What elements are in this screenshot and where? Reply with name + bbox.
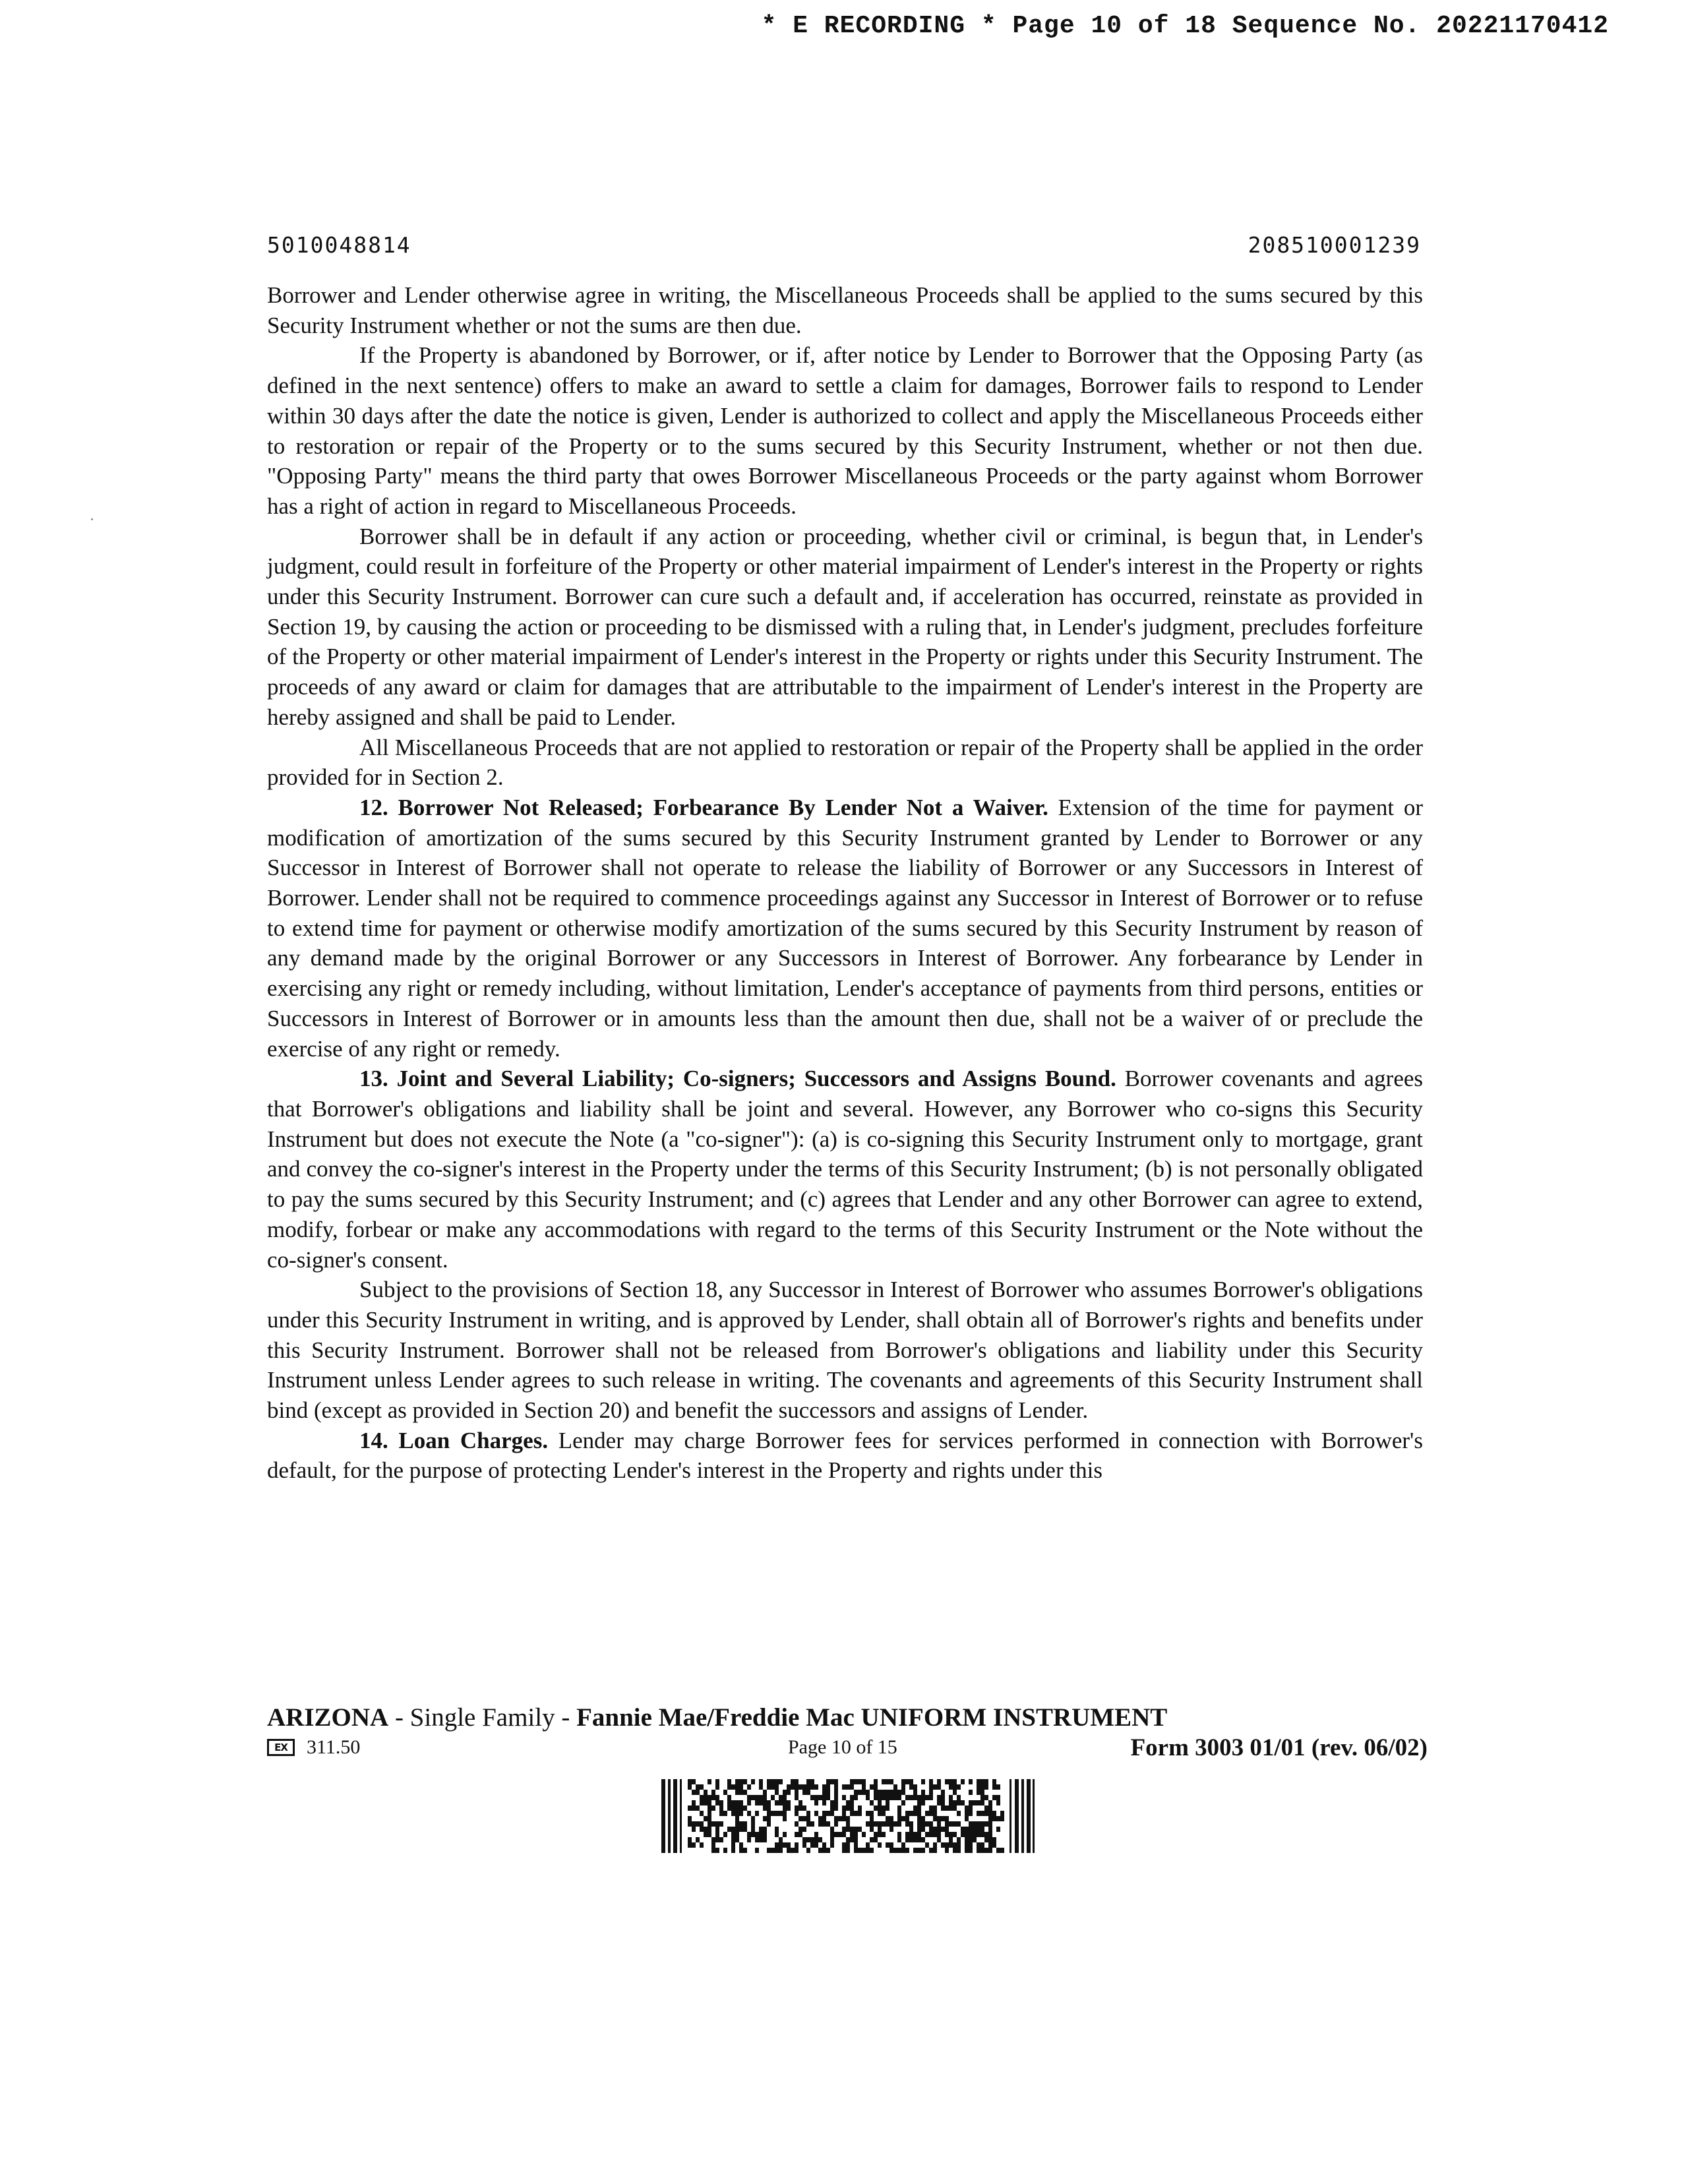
loan-number-left: 5010048814 xyxy=(267,232,411,258)
ellie-mae-icon: EX xyxy=(267,1739,295,1756)
barcode-image xyxy=(661,1779,1035,1853)
section-heading: 12. Borrower Not Released; Forbearance By Lender Not a Waiver. xyxy=(359,794,1048,820)
form-number: Form 3003 01/01 (rev. 06/02) xyxy=(1130,1734,1428,1761)
section-heading: 14. Loan Charges. xyxy=(359,1427,549,1453)
footer-separator: - Single Family - xyxy=(388,1703,577,1732)
section-text: Lender may charge Borrower fees for services performed in connection with Borrower's default, for the purpose of protecting Lender's interest in the Property and rights under this xyxy=(267,1427,1423,1484)
section-13 xyxy=(267,1064,1423,1275)
document-body xyxy=(267,280,1423,1486)
footer-title xyxy=(267,1703,1428,1732)
section-heading: 13. Joint and Several Liability; Co-signers; Successors and Assigns Bound. xyxy=(359,1066,1116,1092)
paragraph: Borrower shall be in default if any action or proceeding, whether civil or criminal, is begun that, in Lender's judgment, could result in forfeiture of the Property or other material impairment of Lender's interest in the Property or rights under this Security Instrument. Borrower can cure such a default and, if acceleration has occurred, reinstate as provided in Section 19, by causing the action or proceeding to be dismissed with a ruling that, in Lender's judgment, precludes forfeiture of the Property or other material impairment of Lender's interest in the Property or rights under this Security Instrument. The proceeds of any award or claim for damages that are attributable to the impairment of Lender's interest in the Property are hereby assigned and shall be paid to Lender. xyxy=(267,523,1423,730)
footer-instrument: Fannie Mae/Freddie Mac UNIFORM INSTRUMENT xyxy=(576,1703,1168,1732)
section-14 xyxy=(267,1426,1423,1486)
page-count: Page 10 of 15 xyxy=(788,1736,897,1758)
scan-speck xyxy=(91,518,93,520)
footer-state: ARIZONA xyxy=(267,1703,389,1732)
paragraph: All Miscellaneous Proceeds that are not applied to restoration or repair of the Property shall be applied in the order provided for in Section 2. xyxy=(267,734,1423,791)
form-code-number: 311.50 xyxy=(307,1736,361,1758)
footer-meta xyxy=(267,1734,1428,1764)
form-footer xyxy=(267,1703,1428,1764)
recording-stamp: * E RECORDING * Page 10 of 18 Sequence No. 20221170412 xyxy=(761,12,1609,40)
paragraph: Borrower and Lender otherwise agree in writing, the Miscellaneous Proceeds shall be applied to the sums secured by this Security Instrument whether or not the sums are then due. xyxy=(267,282,1423,338)
paragraph: Subject to the provisions of Section 18, any Successor in Interest of Borrower who assumes Borrower's obligations under this Security Instrument in writing, and is approved by Lender, shall obtain all of Borrower's rights and benefits under this Security Instrument. Borrower shall not be released from Borrower's obligations and liability under this Security Instrument unless Lender agrees to such release in writing. The covenants and agreements of this Security Instrument shall bind (except as provided in Section 20) and benefit the successors and assigns of Lender. xyxy=(267,1277,1423,1424)
section-12 xyxy=(267,793,1423,1064)
paragraph: If the Property is abandoned by Borrower, or if, after notice by Lender to Borrower that the Opposing Party (as defined in the next sentence) offers to make an award to settle a claim for damages, Borrower fails to respond to Lender within 30 days after the date the notice is given, Lender is authorized to collect and apply the Miscellaneous Proceeds either to restoration or repair of the Property or to the sums secured by this Security Instrument, whether or not then due. "Opposing Party" means the third party that owes Borrower Miscellaneous Proceeds or the party against whom Borrower has a right of action in regard to Miscellaneous Proceeds. xyxy=(267,342,1423,519)
loan-number-right: 208510001239 xyxy=(1248,232,1421,258)
section-text: Borrower covenants and agrees that Borrower's obligations and liability shall be joint and several. However, any Borrower who co-signs this Security Instrument but does not execute the Note (a "co-signer"): (a) is co-signing this Security Instrument only to mortgage, grant and convey the co-signer's interest in the Property under the terms of this Security Instrument; (b) is not personally obligated to pay the sums secured by this Security Instrument; and (c) agrees that Lender and any other Borrower can agree to extend, modify, forbear or make any accommodations with regard to the terms of this Security Instrument or the Note without the co-signer's consent. xyxy=(267,1066,1424,1273)
form-code xyxy=(267,1736,360,1759)
section-text: Extension of the time for payment or modification of amortization of the sums secured by this Security Instrument granted by Lender to Borrower or any Successor in Interest of Borrower shall not operate to release the liability of Borrower or any Successors in Interest of Borrower. Lender shall not be required to commence proceedings against any Successor in Interest of Borrower or to refuse to extend time for payment or otherwise modify amortization of the sums secured by this Security Instrument by reason of any demand made by the original Borrower or any Successors in Interest of Borrower. Any forbearance by Lender in exercising any right or remedy including, without limitation, Lender's acceptance of payments from third persons, entities or Successors in Interest of Borrower or in amounts less than the amount then due, shall not be a waiver of or preclude the exercise of any right or remedy. xyxy=(267,794,1423,1062)
